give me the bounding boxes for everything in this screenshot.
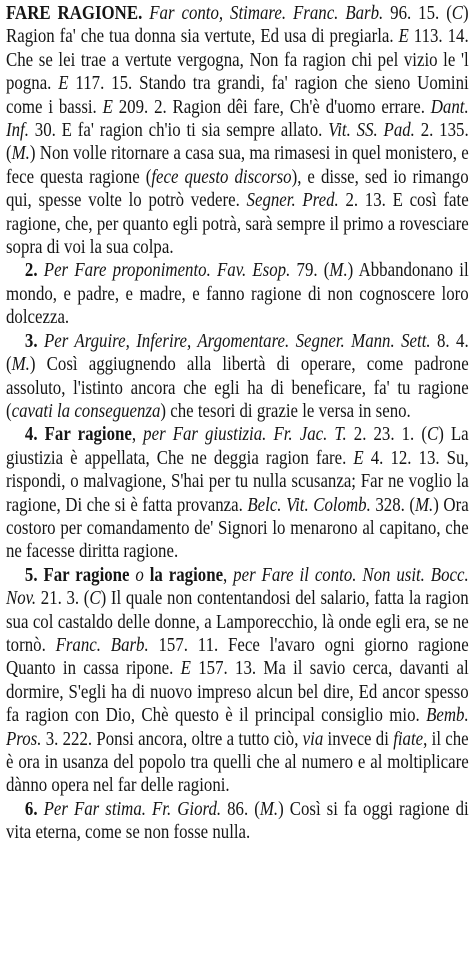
body-text: ) che tesori di grazie le versa in seno. — [160, 400, 411, 422]
headword-text: 5. Far ragione — [24, 564, 130, 586]
body-text: ) Il quale non contentandosi del salario, fatta la ragion sua col castaldo delle donne, a Lamporecchio, là onde egli era, se ne tornò. — [6, 588, 469, 656]
body-text: 8. 4. ( — [6, 330, 469, 376]
italic-text: per Fare il conto. Non usit. Bocc. Nov. — [6, 564, 469, 610]
italic-text: C — [426, 424, 439, 446]
italic-text: C — [451, 3, 464, 24]
italic-text: Per Far stima. Fr. Giord. — [43, 798, 222, 820]
italic-text: M. — [11, 143, 30, 165]
body-text: , — [223, 564, 234, 586]
body-text: , — [131, 424, 144, 446]
body-text: 3. 222. Ponsi ancora, oltre a tutto ciò, — [41, 728, 303, 750]
body-text: ) La giustizia è appellata, Che ne deggia ragion fare. — [6, 424, 469, 469]
italic-text: Franc. Barb. — [55, 634, 149, 656]
italic-text: cavati la conseguenza — [11, 400, 161, 422]
italic-text: M. — [329, 260, 348, 282]
italic-text: Per Arguire, Inferire, Argomentare. Segner. Mann. Sett. — [43, 330, 431, 352]
italic-text: E — [58, 73, 69, 95]
italic-text: Vit. SS. Pad. — [328, 120, 415, 142]
headword-text: 4. Far ragione — [24, 424, 132, 446]
italic-text: C — [89, 588, 101, 610]
italic-text: via — [302, 728, 324, 750]
italic-text: M. — [11, 354, 30, 376]
body-text: ) Non volle ritornare a casa sua, ma rimasesi in quel monistero, e fece questa ragione ( — [6, 143, 469, 188]
italic-text: o — [135, 564, 144, 586]
headword-text: 6. — [24, 798, 38, 820]
entry-sense-6 — [6, 798, 469, 845]
body-text: 30. E fa' ragion ch'io ti sia sempre allato. — [28, 120, 329, 142]
italic-text: M. — [259, 798, 279, 820]
italic-text: Dant. Inf. — [6, 96, 469, 142]
italic-text: E — [180, 658, 191, 680]
italic-text: E — [353, 447, 364, 469]
italic-text: Per Fare proponimento. Fav. Esop. — [43, 260, 291, 282]
entry-sense-2 — [6, 259, 469, 329]
body-text: 96. 15. ( — [383, 3, 452, 24]
italic-text: E — [398, 26, 409, 48]
entry-sense-5 — [6, 564, 469, 798]
body-text: 79. ( — [290, 260, 330, 282]
headword-text: FARE RAGIONE. — [6, 3, 143, 24]
italic-text: fece questo discorso — [151, 166, 292, 188]
body-text: ) Abbandonano il mondo, e padre, e madre, e fanno ragione di non cognoscere loro dolcezza. — [6, 260, 469, 329]
body-text: , il che è ora in usanza del popolo tra quelli che al numero e al moltiplicare dànno opera nel far delle ragioni. — [6, 728, 469, 797]
body-text: ) Così si fa oggi ragione di vita eterna, come se non fosse nulla. — [6, 798, 469, 844]
body-text: 209. 2. Ragion dêi fare, Ch'è d'uomo errare. — [112, 96, 431, 118]
body-text: 2. 13. E così fate ragione, che, per quanto egli potrà, sarà sempre il primo a rovesciare sopra di voi la sua colpa. — [6, 190, 469, 259]
dictionary-page — [6, 2, 469, 845]
italic-text: E — [102, 96, 113, 118]
entry-sense-3 — [6, 330, 469, 424]
body-text: 2. 23. 1. ( — [346, 424, 427, 446]
body-text: 2. 135. ( — [6, 120, 469, 165]
italic-text: Far conto, Stimare. Franc. Barb. — [149, 3, 384, 24]
italic-text: per Far giustizia. Fr. Jac. T. — [143, 424, 347, 446]
italic-text: Segner. Pred. — [246, 190, 339, 212]
body-text: 328. ( — [370, 494, 415, 516]
entry-main — [6, 2, 469, 259]
italic-text: Bemb. Pros. — [6, 705, 469, 750]
body-text — [142, 3, 149, 24]
body-text: 157. 13. Ma il savio cerca, davanti al dormire, S'egli ha di nuovo impreso alcun bel dire, Ed ancor spesso fa ragion con Dio, Chè questo è il principal consiglio mio. — [6, 658, 469, 727]
body-text: 113. 14. Che se lei trae a vertute vergogna, Non fa ragion chi pel vizio le 'l pogna. — [6, 26, 469, 95]
body-text: ), e disse, sed io rimango qui, spesse volte lo potrò vedere. — [6, 166, 469, 212]
italic-text: Belc. Vit. Colomb. — [247, 494, 371, 516]
headword-text: la ragione — [149, 564, 224, 586]
italic-text: M. — [414, 494, 434, 516]
body-text: 21. 3. ( — [36, 588, 90, 610]
body-text: 157. 11. Fece l'avaro ogni giorno ragione Quanto in cassa ripone. — [6, 634, 469, 680]
entry-sense-4 — [6, 423, 469, 563]
body-text: 4. 12. 13. Su, rispondi, o malvagione, S'hai per tu nulla scusanza; Far ne voglio la ragione, Di che si è fatta provanza. — [6, 447, 469, 516]
italic-text: fiate — [393, 728, 424, 750]
body-text: ) Ora costoro per comandamento de' Signori lo menarono al capitano, che ne facesse diritta ragione. — [6, 494, 469, 563]
headword-text: 2. — [24, 260, 38, 282]
body-text: 117. 15. Stando tra grandi, fa' ragion che sieno Uomini come i bassi. — [6, 73, 469, 118]
body-text: ) Così aggiugnendo alla libertà di operare, come padrone assoluto, l'istinto ancora che egli ha di beneficare, fa' tu ragione ( — [6, 354, 469, 422]
body-text: ) Ragion fa' che tua donna sia vertute, Ed usa di pregiarla. — [6, 3, 469, 48]
headword-text: 3. — [24, 330, 38, 352]
body-text: 86. ( — [221, 798, 260, 820]
body-text: invece di — [323, 728, 394, 750]
